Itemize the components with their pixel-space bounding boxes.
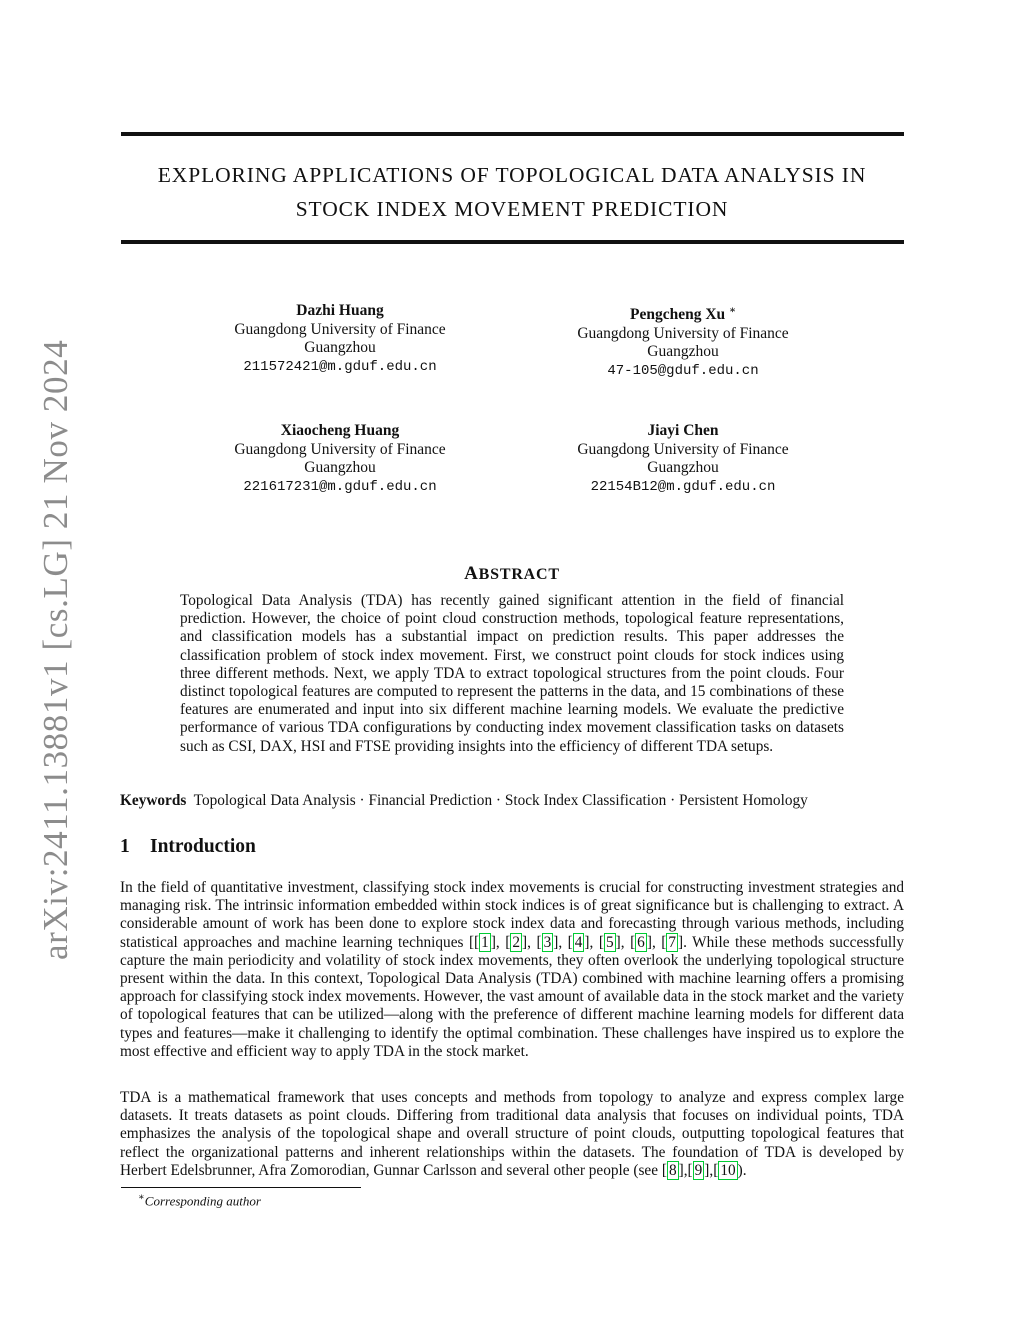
citation-link[interactable]: 8 <box>668 1161 677 1179</box>
abstract-heading <box>0 563 1024 585</box>
section-title: Introduction <box>150 836 256 857</box>
intro-paragraph-1 <box>120 879 904 1061</box>
citation-link[interactable]: 3 <box>543 933 552 951</box>
author-block <box>543 302 823 380</box>
footnote-rule <box>121 1187 361 1188</box>
author-city: Guangzhou <box>647 343 719 361</box>
citation-link[interactable]: 4 <box>574 933 583 951</box>
author-name-row <box>543 302 823 325</box>
citation-group: [ 8 ],[ 9 ],[ 10 <box>661 1161 736 1179</box>
author-email: 22154B12@m.gduf.edu.cn <box>590 478 776 495</box>
abstract-heading-rest: BSTRACT <box>478 566 560 583</box>
paragraph-text: ). <box>737 1161 747 1179</box>
title-bottom-rule <box>121 240 904 244</box>
citation-link[interactable]: 9 <box>694 1161 703 1179</box>
footnote-mark: ∗ <box>138 1192 145 1203</box>
footnote-text: Corresponding author <box>144 1193 261 1209</box>
title-line-2: STOCK INDEX MOVEMENT PREDICTION <box>295 197 729 221</box>
citation-link[interactable]: 2 <box>512 933 521 951</box>
citation-group: [ 1 ], [ 2 ], [ 3 ], [ 4 ], [ 5 ], [ 6 ], [ 7 <box>474 933 677 951</box>
author-name: Dazhi Huang <box>296 302 384 319</box>
keywords-line <box>120 792 808 810</box>
author-block <box>543 422 823 496</box>
citation-link[interactable]: 6 <box>637 933 645 951</box>
citation-link[interactable]: 10 <box>720 1161 736 1179</box>
author-name: Pengcheng Xu <box>630 306 726 324</box>
keywords-label: Keywords <box>120 792 187 809</box>
citation-link[interactable]: 1 <box>481 933 489 951</box>
author-block <box>200 302 480 376</box>
author-email: 221617231@m.gduf.edu.cn <box>243 478 437 495</box>
paragraph-text: In the field of quantitative investment, classifying stock index movements is crucial for constructing investment strategies and managing risk. The intrinsic information embedded within stock indices is of great significance but is challenging to extract. A considerable amount of work has been done to explore stock index data and forecasting through various methods, including statistical approaches and machine learning techniques [ <box>120 879 904 951</box>
abstract-heading-initial: A <box>464 563 479 584</box>
citation-link[interactable]: 7 <box>668 933 677 951</box>
paper-title <box>100 158 924 226</box>
abstract-text: Topological Data Analysis (TDA) has recently gained significant attention in the field of financial prediction. However, the choice of point cloud construction methods, topological feature representations, and classification models has a substantial impact on prediction results. This paper addresses the classification problem of stock index movement. First, we construct point clouds for stock indices using three different methods. Next, we apply TDA to extract topological structures from the point clouds. Four distinct topological features are computed to represent the patterns in the data, and 15 combinations of these features are enumerated and input into six different machine learning models. We evaluate the predictive performance of various TDA configurations by conducting index movement classification tasks on datasets such as CSI, DAX, HSI and FTSE providing insights into the efficiency of different TDA setups. <box>180 592 844 755</box>
intro-paragraph-2 <box>120 1089 904 1180</box>
author-affiliation: Guangdong University of Finance <box>234 440 446 458</box>
author-name: Xiaocheng Huang <box>280 422 400 439</box>
section-heading <box>120 836 256 858</box>
author-affiliation: Guangdong University of Finance <box>577 324 789 342</box>
author-city: Guangzhou <box>304 459 376 476</box>
paragraph-text: TDA is a mathematical framework that uses concepts and methods from topology to analyze and express complex large datasets. It treats datasets as point clouds. Differing from traditional data analysis that focuses on individual points, TDA emphasizes the analysis of the topological shape and overall structure of point clouds, outputting topological features that reflect the organizational patterns and inherent relationships within the datasets. The foundation of TDA is developed by Herbert Edelsbrunner, Afra Zomorodian, Gunnar Carlsson and several other people (see <box>120 1089 904 1179</box>
author-affiliation: Guangdong University of Finance <box>234 320 446 338</box>
author-city: Guangzhou <box>647 459 719 476</box>
author-email: 211572421@m.gduf.edu.cn <box>243 358 437 375</box>
author-affiliation: Guangdong University of Finance <box>577 440 789 458</box>
title-line-1: EXPLORING APPLICATIONS OF TOPOLOGICAL DATA ANALYSIS IN <box>157 163 867 187</box>
section-number: 1 <box>120 836 130 857</box>
author-block <box>200 422 480 496</box>
corresponding-mark: ∗ <box>729 305 736 316</box>
author-email: 47-105@gduf.edu.cn <box>607 362 759 379</box>
author-name: Jiayi Chen <box>647 422 719 439</box>
paragraph-text: ]. While these methods successfully capture the main periodicity and volatility of stock index movements, they often overlook the underlying topological structure present within the data. In this context, Topological Data Analysis (TDA) combined with machine learning offers a promising approach for classifying stock index movements. However, the vast amount of available data in the stock market and the variety of topological features that can be utilized—along with the preference of different machine learning models for different data types and features—make it challenging to identify the optimal combination. These challenges have inspired us to explore the most effective and efficient way to apply TDA in the stock market. <box>120 933 905 1060</box>
title-top-rule <box>121 132 904 136</box>
footnote <box>138 1192 261 1209</box>
arxiv-stamp: arXiv:2411.13881v1 [cs.LG] 21 Nov 2024 <box>36 339 75 960</box>
keywords-text: Topological Data Analysis · Financial Prediction · Stock Index Classification · Persistent Homology <box>193 792 808 809</box>
author-city: Guangzhou <box>304 339 376 356</box>
citation-link[interactable]: 5 <box>605 933 614 951</box>
